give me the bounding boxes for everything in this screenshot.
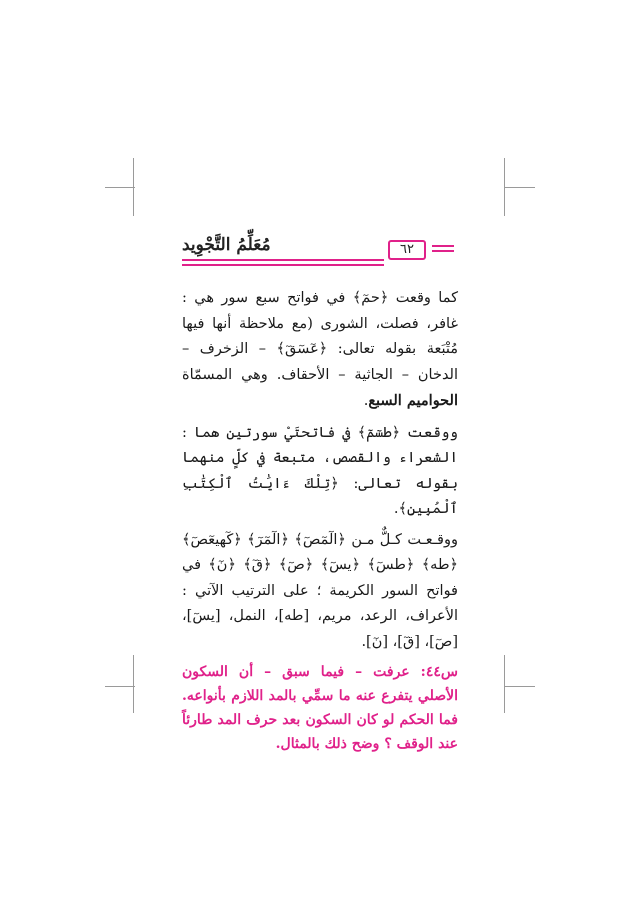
page-number: ٦٢ (388, 240, 426, 260)
book-title: مُعَلِّمُ التَّجْوِيد (182, 235, 271, 255)
page-header (182, 232, 458, 270)
crop-mark (105, 187, 135, 188)
page-body (182, 286, 458, 770)
paragraph: ووقعت ﴿طسٓمٓ﴾ في فاتحتَيْ سورتين هما : الشعراء والقصص، متبعة في كلٍّ منهما بقوله تعالى: ﴿تِلْكَ ءَايَٰتُ ٱلْكِتَٰبِ ٱلْمُبِينِ﴾. (182, 424, 458, 517)
header-ornament (432, 250, 454, 252)
question-paragraph: س٤٤: عرفت – فيما سبق – أن السكون الأصلي يتفرع عنه ما سمِّي بالمد اللازم بأنواعه. فما الحكم لو كان السكون بعد حرف المد طارئاً عند الوقف ؟ وضح ذلك بالمثال. (182, 664, 458, 752)
crop-mark (105, 686, 135, 687)
crop-mark (505, 686, 535, 687)
crop-mark (504, 655, 505, 713)
header-rule (182, 259, 384, 261)
crop-mark (133, 655, 134, 713)
paragraph: ووقـعـت كـلٌّ مـن ﴿الٓمٓصٓ﴾ ﴿الٓمٓرٓ﴾ ﴿كٓهيعٓصٓ﴾ ﴿طه﴾ ﴿طسٓ﴾ ﴿يسٓ﴾ ﴿صٓ﴾ ﴿قٓ﴾ ﴿نٓ﴾ في فواتح السور الكريمة ؛ على الترتيب الآتي : الأعراف، الرعد، مريم، [طه]، النمل، [يسٓ]، [صٓ]، [قٓ]، [نٓ]. (182, 531, 458, 650)
paragraph: كما وقعت ﴿حمٓ﴾ في فواتح سبع سور هي : غافر، فصلت، الشورى (مع ملاحظة أنها فيها مُتْبَعة بقوله تعالى: ﴿عٓسٓقٓ﴾ – الزخرف – الدخان – الجاثية – الأحقاف. وهي المسمّاة الحواميم السبع. (182, 290, 458, 409)
header-rule (182, 264, 384, 266)
emphasis-term: الحواميم السبع (368, 392, 458, 409)
header-ornament (432, 245, 454, 247)
crop-mark (505, 187, 535, 188)
